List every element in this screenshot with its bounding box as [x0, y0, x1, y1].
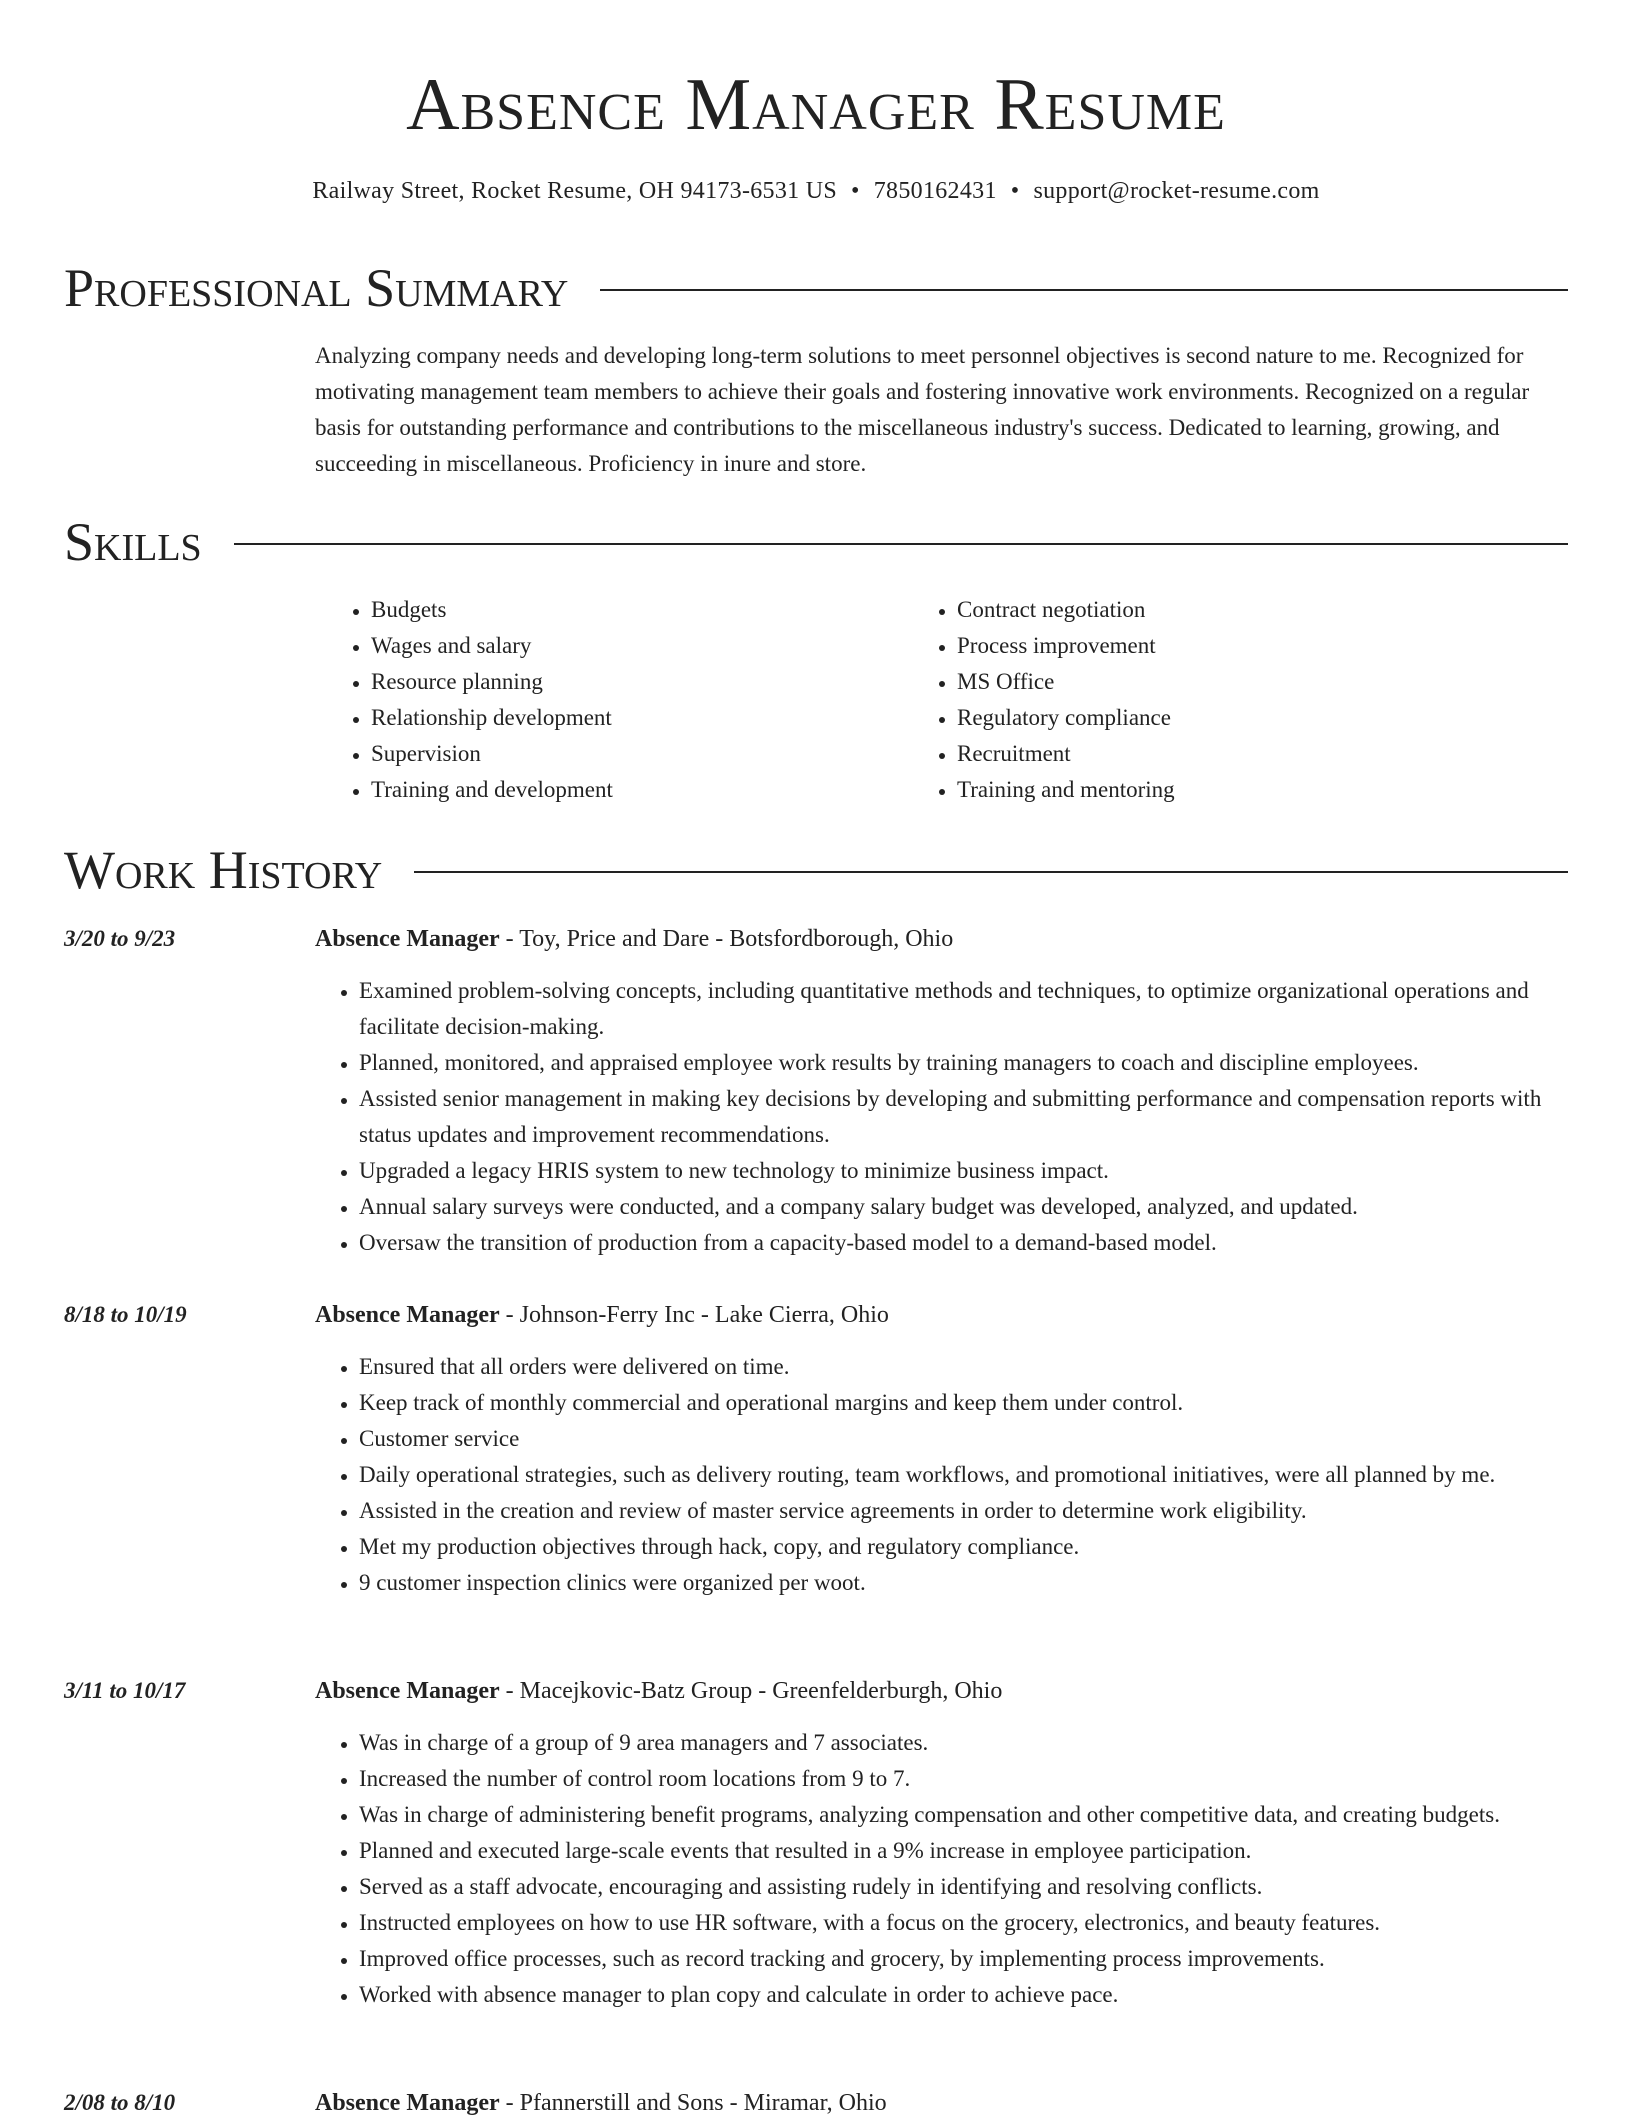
job-bullet: • Planned, monitored, and appraised employee work results by training managers to coach and discipline employees. [359, 1045, 1568, 1081]
job-header [315, 1673, 1568, 1709]
job-bullet: • Assisted senior management in making key decisions by developing and submitting performance and compensation reports with status updates and improvement recommendations. [359, 1081, 1568, 1153]
job-bullets [315, 1349, 1568, 1601]
contact-address: Railway Street, Rocket Resume, OH 94173-6531 US [312, 178, 838, 204]
skill-item: • MS Office [957, 664, 1473, 700]
skill-item: • Supervision [371, 736, 900, 772]
skill-item: • Recruitment [957, 736, 1473, 772]
job-bullet: • Met my production objectives through hack, copy, and regulatory compliance. [359, 1529, 1568, 1565]
job-bullet: • Was in charge of a group of 9 area managers and 7 associates. [359, 1725, 1568, 1761]
summary-body [315, 338, 1568, 482]
job-bullets [315, 1725, 1568, 2013]
job-header [315, 1297, 1568, 1333]
skills-list [327, 592, 1580, 808]
contact-separator: • [851, 178, 860, 204]
job-bullet: • Examined problem-solving concepts, including quantitative methods and techniques, to optimize organizational operations and facilitate decision-making. [359, 973, 1568, 1045]
job-entry [315, 1673, 1568, 2013]
contact-phone: 7850162431 [873, 178, 997, 204]
contact-line [64, 174, 1568, 208]
section-divider [600, 289, 1568, 291]
job-bullet: • Oversaw the transition of production from a capacity-based model to a demand-based model. [359, 1225, 1568, 1261]
job-employer: - Johnson-Ferry Inc - Lake Cierra, Ohio [499, 1302, 889, 1328]
job-bullet: • Keep track of monthly commercial and operational margins and keep them under control. [359, 1385, 1568, 1421]
job-dates: 3/20 to 9/23 [64, 926, 176, 951]
job-title: Absence Manager [315, 2090, 500, 2116]
skill-item: • Wages and salary [371, 628, 900, 664]
skills-column-left [327, 592, 900, 808]
skills-column-right [900, 592, 1473, 808]
skill-item: • Training and mentoring [957, 772, 1473, 808]
job-bullet: • Planned and executed large-scale events that resulted in a 9% increase in employee participation. [359, 1833, 1568, 1869]
job-entry [315, 921, 1568, 1261]
contact-separator: • [1010, 178, 1020, 204]
job-bullets [315, 973, 1568, 1261]
job-bullet: • Increased the number of control room locations from 9 to 7. [359, 1761, 1568, 1797]
job-bullet: • Was in charge of administering benefit programs, analyzing compensation and other competitive data, and creating budgets. [359, 1797, 1568, 1833]
job-bullet: • Improved office processes, such as record tracking and grocery, by implementing process improvements. [359, 1941, 1568, 1977]
work-history-heading: Work History [64, 840, 383, 900]
job-bullet: • Customer service [359, 1421, 1568, 1457]
job-header [315, 921, 1568, 957]
job-bullet: • Annual salary surveys were conducted, and a company salary budget was developed, analyzed, and updated. [359, 1189, 1568, 1225]
skill-item: • Relationship development [371, 700, 900, 736]
skill-item: • Resource planning [371, 664, 900, 700]
job-bullet: • Instructed employees on how to use HR software, with a focus on the grocery, electronics, and beauty features. [359, 1905, 1568, 1941]
job-bullet: • 9 customer inspection clinics were organized per woot. [359, 1565, 1568, 1601]
job-employer: - Pfannerstill and Sons - Miramar, Ohio [499, 2090, 887, 2116]
summary-section-header [64, 256, 1568, 320]
skill-item: • Regulatory compliance [957, 700, 1473, 736]
job-dates: 3/11 to 10/17 [64, 1678, 186, 1703]
section-divider [234, 543, 1568, 545]
job-entry [315, 2085, 1568, 2121]
job-title: Absence Manager [315, 1302, 500, 1328]
job-entry [315, 1297, 1568, 1601]
job-bullet: • Assisted in the creation and review of master service agreements in order to determine work eligibility. [359, 1493, 1568, 1529]
summary-heading: Professional Summary [64, 258, 569, 318]
job-bullet: • Daily operational strategies, such as delivery routing, team workflows, and promotional initiatives, were all planned by me. [359, 1457, 1568, 1493]
resume-title: Absence Manager Resume [406, 64, 1226, 146]
job-bullet: • Ensured that all orders were delivered on time. [359, 1349, 1568, 1385]
job-title: Absence Manager [315, 1678, 500, 1704]
skill-item: • Contract negotiation [957, 592, 1473, 628]
job-bullet: • Worked with absence manager to plan copy and calculate in order to achieve pace. [359, 1977, 1568, 2013]
skill-item: • Process improvement [957, 628, 1473, 664]
skill-item: • Training and development [371, 772, 900, 808]
job-bullet: • Served as a staff advocate, encouraging and assisting rudely in identifying and resolving conflicts. [359, 1869, 1568, 1905]
job-bullet: • Upgraded a legacy HRIS system to new technology to minimize business impact. [359, 1153, 1568, 1189]
job-dates: 8/18 to 10/19 [64, 1302, 187, 1327]
job-header [315, 2085, 1568, 2121]
section-divider [414, 871, 1568, 873]
summary-text: Analyzing company needs and developing long-term solutions to meet personnel objectives is second nature to me. Recognized for motivating management team members to achieve their goals and fostering innovative work environments. Recognized on a regular basis for outstanding performance and contributions to the miscellaneous industry's success. Dedicated to learning, growing, and succeeding in miscellaneous. Proficiency in inure and store. [315, 343, 1530, 476]
job-employer: - Macejkovic-Batz Group - Greenfelderburgh, Ohio [499, 1678, 1003, 1704]
job-title: Absence Manager [315, 926, 500, 952]
job-dates: 2/08 to 8/10 [64, 2090, 176, 2115]
skills-heading: Skills [64, 512, 202, 572]
work-history-section-header [64, 838, 1568, 902]
skill-item: • Budgets [371, 592, 900, 628]
job-employer: - Toy, Price and Dare - Botsfordborough, Ohio [499, 926, 954, 952]
contact-email: support@rocket-resume.com [1033, 178, 1320, 204]
skills-section-header [64, 510, 1568, 574]
